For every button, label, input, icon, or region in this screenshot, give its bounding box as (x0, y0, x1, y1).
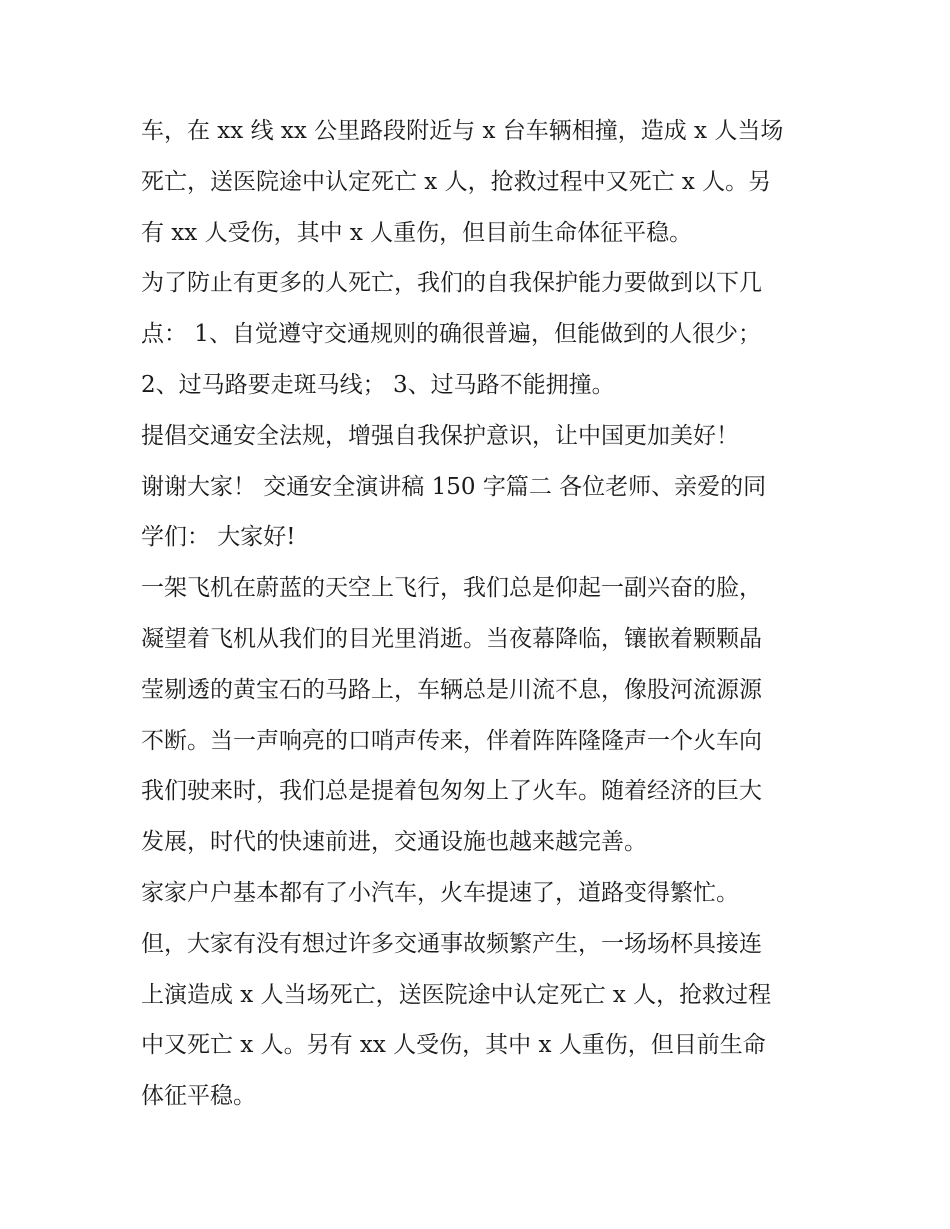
text-line: 点： 1、自觉遵守交通规则的确很普遍，但能做到的人很少； (141, 321, 761, 348)
text-line: 车，在 xx 线 xx 公里路段附近与 x 台车辆相撞，造成 x 人当场 (141, 118, 784, 144)
text-line: 一架飞机在蔚蓝的天空上飞行，我们总是仰起一副兴奋的脸， (141, 575, 762, 602)
text-line: 中又死亡 x 人。另有 xx 人受伤，其中 x 人重伤，但目前生命 (141, 1032, 766, 1059)
text-line: 但，大家有没有想过许多交通事故频繁产生，一场场杯具接连 (141, 930, 762, 957)
text-line: 凝望着飞机从我们的目光里消逝。当夜幕降临，镶嵌着颗颗晶 (141, 625, 762, 652)
text-line: 我们驶来时，我们总是提着包匆匆上了火车。随着经济的巨大 (141, 778, 762, 805)
text-line: 死亡，送医院途中认定死亡 x 人，抢救过程中又死亡 x 人。另 (141, 168, 772, 195)
text-line: 上演造成 x 人当场死亡，送医院途中认定死亡 x 人，抢救过程 (141, 981, 772, 1008)
text-line: 不断。当一声响亮的口哨声传来，伴着阵阵隆隆声一个火车向 (141, 727, 762, 754)
text-line: 有 xx 人受伤，其中 x 人重伤，但目前生命体征平稳。 (141, 219, 693, 246)
text-line: 学们： 大家好! (141, 524, 296, 551)
text-line: 2、过马路要走斑马线； 3、过马路不能拥撞。 (141, 371, 615, 398)
text-line: 提倡交通安全法规，增强自我保护意识，让中国更加美好！ (141, 422, 739, 449)
body-text (141, 106, 821, 1122)
text-line: 谢谢大家！ 交通安全演讲稿 150 字篇二 各位老师、亲爱的同 (141, 473, 767, 500)
text-line: 发展，时代的快速前进，交通设施也越来越完善。 (141, 829, 647, 856)
text-line: 为了防止有更多的人死亡，我们的自我保护能力要做到以下几 (141, 270, 762, 297)
text-line: 莹剔透的黄宝石的马路上，车辆总是川流不息，像股河流源源 (141, 676, 762, 703)
text-line: 家家户户基本都有了小汽车，火车提速了，道路变得繁忙。 (141, 879, 739, 906)
text-line: 体征平稳。 (141, 1083, 256, 1110)
